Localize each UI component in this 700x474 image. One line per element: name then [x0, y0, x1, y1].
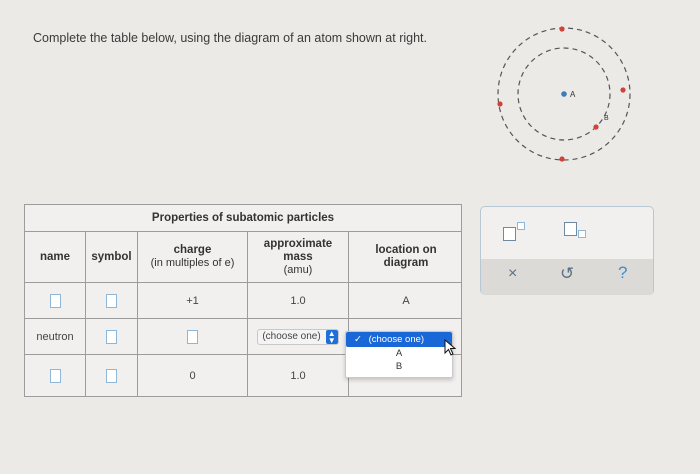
- electron-outer-top: [559, 26, 564, 31]
- cell-name: [25, 283, 86, 318]
- header-location: location on diagram: [375, 244, 437, 269]
- atom-label-a: A: [570, 90, 576, 99]
- superscript-button[interactable]: [503, 221, 527, 241]
- mass-value: 1.0: [290, 370, 306, 382]
- cell-name: [25, 355, 86, 397]
- electron-outer-right: [620, 87, 625, 92]
- select-arrows-icon: ▲ ▼: [326, 330, 338, 344]
- header-charge-title: charge: [173, 244, 212, 256]
- name-input[interactable]: [50, 369, 61, 383]
- undo-button[interactable]: ↺: [560, 264, 575, 283]
- cell-charge: [138, 319, 248, 354]
- header-charge-sub: (in multiples of e): [150, 257, 235, 269]
- location-dropdown-menu: [345, 331, 453, 378]
- atom-label-b: B: [604, 115, 609, 122]
- symbol-input[interactable]: [106, 330, 117, 344]
- electron-inner: [593, 124, 598, 129]
- atom-diagram: [488, 20, 648, 170]
- dropdown-option-label: (choose one): [368, 334, 425, 345]
- header-mass: [248, 232, 349, 282]
- header-symbol: symbol: [86, 232, 138, 282]
- header-charge: [138, 232, 248, 282]
- format-tools: [481, 207, 653, 255]
- table-caption-row: [25, 205, 461, 232]
- charge-value: +1: [186, 294, 199, 307]
- clear-button[interactable]: ×: [508, 265, 518, 282]
- help-button[interactable]: ?: [618, 263, 628, 282]
- table-caption: Properties of subatomic particles: [151, 212, 335, 224]
- cell-symbol: [86, 283, 138, 318]
- question-prompt: Complete the table below, using the diagram of an atom shown at right.: [33, 31, 427, 45]
- charge-value: 0: [189, 370, 196, 382]
- header-mass-title: approximate mass: [263, 237, 333, 263]
- superscript-box: [517, 222, 525, 230]
- electron-outer-left: [497, 101, 502, 106]
- cell-mass: [248, 283, 349, 318]
- cell-location: [349, 283, 463, 318]
- name-input[interactable]: [50, 294, 61, 308]
- subscript-icon: [564, 222, 577, 236]
- name-value: neutron: [36, 330, 74, 343]
- mass-value: 1.0: [290, 294, 306, 307]
- mass-select[interactable]: [257, 329, 338, 345]
- cell-symbol: [86, 319, 138, 354]
- action-tools: [481, 259, 653, 295]
- superscript-icon: [503, 227, 516, 241]
- check-icon: ✓: [354, 334, 362, 345]
- dropdown-option-b[interactable]: B: [395, 361, 403, 372]
- cell-symbol: [86, 355, 138, 397]
- cell-charge: [138, 283, 248, 318]
- cell-mass: [248, 319, 349, 354]
- table-row: [25, 283, 461, 319]
- nucleus: [561, 91, 567, 97]
- header-name: name: [25, 232, 86, 282]
- table-header-row: [25, 232, 461, 283]
- answer-tools-panel: [480, 206, 654, 295]
- cell-charge: [138, 355, 248, 397]
- symbol-input[interactable]: [106, 294, 117, 308]
- cell-name: [25, 319, 86, 354]
- mouse-pointer-icon: [444, 339, 458, 357]
- subscript-box: [578, 230, 586, 238]
- dropdown-option-a[interactable]: A: [395, 348, 403, 359]
- symbol-input[interactable]: [106, 369, 117, 383]
- subscript-button[interactable]: [564, 221, 592, 241]
- dropdown-option-choose-one[interactable]: [346, 332, 452, 347]
- mass-select-label: (choose one): [262, 331, 321, 342]
- location-value: A: [402, 294, 410, 307]
- cell-mass: [248, 355, 349, 397]
- electron-outer-bottom: [559, 156, 564, 161]
- charge-input[interactable]: [187, 330, 198, 344]
- header-mass-sub: (amu): [283, 263, 313, 276]
